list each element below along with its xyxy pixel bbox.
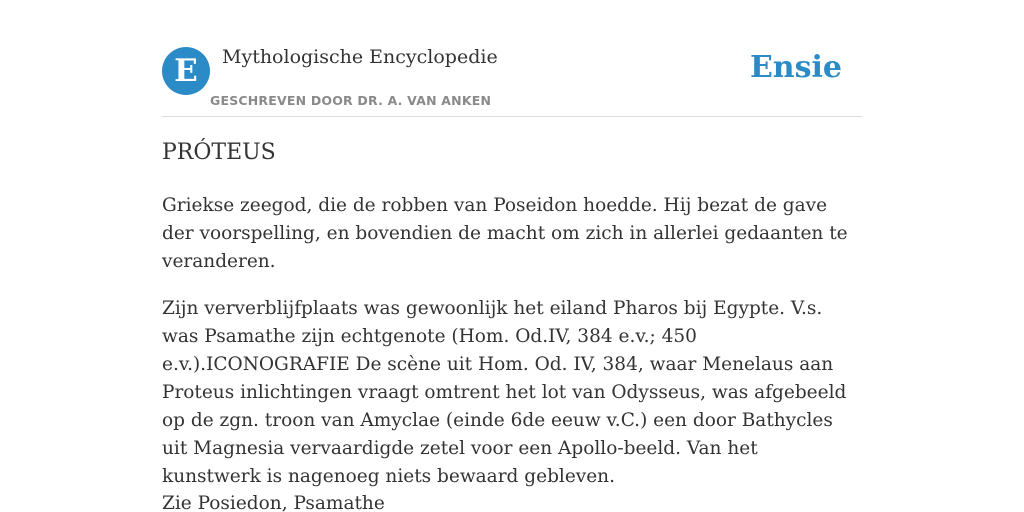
ensie-logo[interactable]: Ensie: [749, 50, 842, 85]
author-byline: GESCHREVEN DOOR DR. A. VAN ANKEN: [210, 93, 492, 108]
entry-paragraph-1: Griekse zeegod, die de robben van Poseidon hoedde. Hij bezat de gave der voorspelling, en bovendien de macht om zich in allerlei gedaanten te veranderen.: [162, 195, 848, 272]
entry-title: PRÓTEUS: [162, 140, 276, 165]
header: [162, 0, 862, 117]
book-title-link[interactable]: Mythologische Encyclopedie: [222, 46, 498, 68]
entry-paragraph-2: Zijn ververblijfplaats was gewoonlijk het eiland Pharos bij Egypte. V.s. was Psamathe zijn echtgenote (Hom. Od.IV, 384 e.v.; 450 e.v.).ICONOGRAFIE De scène uit Hom. Od. IV, 384, waar Menelaus aan Proteus inlichtingen vraagt omtrent het lot van Odysseus, was afgebeeld op de zgn. troon van Amyclae (einde 6de eeuw v.C.) een door Bathycles uit Magnesia vervaardigde zetel voor een Apollo-beeld. Van het kunstwerk is nagenoeg niets bewaard gebleven.: [162, 298, 847, 487]
book-avatar[interactable]: E: [162, 47, 210, 95]
entry-see-also: Zie Posiedon, Psamathe: [162, 493, 385, 512]
page-container: [162, 0, 862, 512]
